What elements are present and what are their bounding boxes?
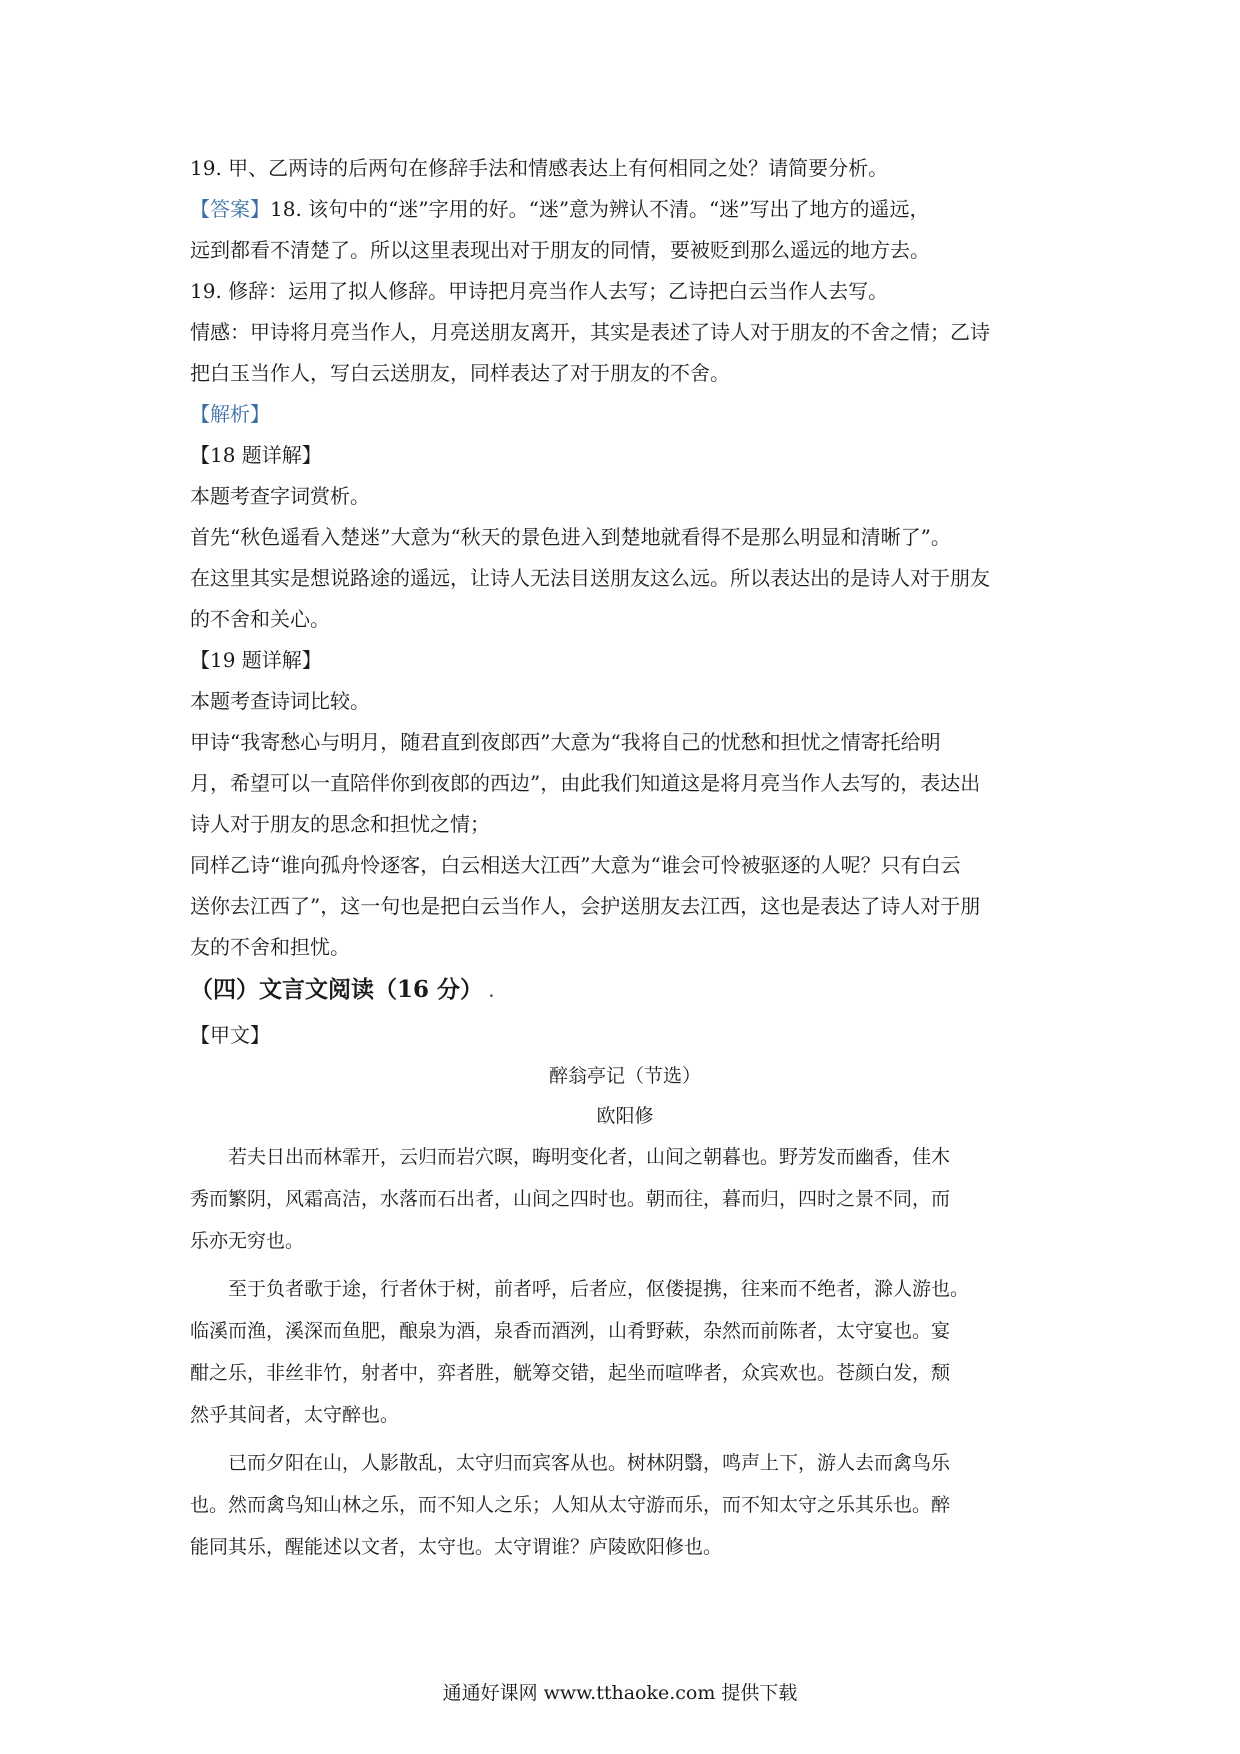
- answer-line-5: 把白玉当作人，写白云送朋友，同样表达了对于朋友的不舍。: [190, 361, 730, 385]
- classical-title: 醉翁亭记（节选）: [548, 1065, 701, 1087]
- detail-19-line-6: 送你去江西了”，这一句也是把白云当作人，会护送朋友去江西，这也是表达了诗人对于朋: [190, 894, 981, 918]
- detail-19-line-3: 月，希望可以一直陪伴你到夜郎的西边”，由此我们知道这是将月亮当作人去写的，表达出: [190, 771, 981, 795]
- jiawen-label: 【甲文】: [190, 1023, 270, 1047]
- para2-line-4: 然乎其间者，太守醉也。: [190, 1404, 400, 1426]
- answer-line-3: 19. 修辞：运用了拟人修辞。甲诗把月亮当作人去写；乙诗把白云当作人去写。: [190, 279, 889, 303]
- detail-19-line-5: 同样乙诗“谁向孤舟怜逐客，白云相送大江西”大意为“谁会可怜被驱逐的人呢？只有白云: [190, 853, 961, 877]
- detail-19-line-7: 友的不舍和担忧。: [190, 935, 350, 959]
- detail-19-line-1: 本题考查诗词比较。: [190, 689, 370, 713]
- answer-tag: 【答案】: [190, 197, 270, 221]
- classical-paragraph-1: [190, 1136, 1060, 1262]
- classical-paragraph-2: [190, 1268, 1060, 1436]
- para3-line-3: 能同其乐，醒能述以文者，太守也。太守谓谁？庐陵欧阳修也。: [190, 1536, 723, 1558]
- detail-18-heading: 【18 题详解】: [190, 443, 322, 467]
- section-heading: [190, 968, 1060, 1015]
- para1-line-2: 秀而繁阴，风霜高洁，水落而石出者，山间之四时也。朝而往，暮而归，四时之景不同，而: [190, 1188, 951, 1210]
- detail-19-line-2: 甲诗“我寄愁心与明月，随君直到夜郎西”大意为“我将自己的忧愁和担忧之情寄托给明: [190, 730, 941, 754]
- answer-line-1: [190, 189, 1060, 230]
- detail-18-line-2: 首先“秋色遥看入楚迷”大意为“秋天的景色进入到楚地就看得不是那么明显和清晰了”。: [190, 525, 951, 549]
- detail-18-line-1: 本题考查字词赏析。: [190, 484, 370, 508]
- answer-line-4: 情感：甲诗将月亮当作人，月亮送朋友离开，其实是表述了诗人对于朋友的不舍之情；乙诗: [190, 320, 990, 344]
- detail-19-line-4: 诗人对于朋友的思念和担忧之情；: [190, 812, 490, 836]
- classical-paragraph-3: [190, 1442, 1060, 1568]
- footer-credit: 通通好课网 www.tthaoke.com 提供下载: [442, 1682, 798, 1704]
- para3-line-2: 也。然而禽鸟知山林之乐，而不知人之乐；人知从太守游而乐，而不知太守之乐其乐也。醉: [190, 1494, 951, 1516]
- detail-18-line-3: 在这里其实是想说路途的遥远，让诗人无法目送朋友这么远。所以表达出的是诗人对于朋友: [190, 566, 990, 590]
- para1-line-3: 乐亦无穷也。: [190, 1230, 305, 1252]
- detail-19-heading: 【19 题详解】: [190, 648, 322, 672]
- detail-18-line-4: 的不舍和关心。: [190, 607, 330, 631]
- question-19: 19. 甲、乙两诗的后两句在修辞手法和情感表达上有何相同之处？请简要分析。: [190, 156, 889, 180]
- heading-dot: .: [489, 985, 494, 1001]
- para1-line-1: 若夫日出而林霏开，云归而岩穴暝，晦明变化者，山间之朝暮也。野芳发而幽香，佳木: [228, 1146, 951, 1168]
- section-heading-text: （四）文言文阅读（16 分）: [190, 976, 484, 1003]
- para3-line-1: 已而夕阳在山，人影散乱，太守归而宾客从也。树林阴翳，鸣声上下，游人去而禽鸟乐: [228, 1452, 951, 1474]
- analysis-tag: 【解析】: [190, 402, 270, 426]
- para2-line-3: 酣之乐，非丝非竹，射者中，弈者胜，觥筹交错，起坐而喧哗者，众宾欢也。苍颜白发，颓: [190, 1362, 951, 1384]
- para2-line-1: 至于负者歌于途，行者休于树，前者呼，后者应，伛偻提携，往来而不绝者，滁人游也。: [228, 1278, 970, 1300]
- para2-line-2: 临溪而渔，溪深而鱼肥，酿泉为酒，泉香而酒洌，山肴野蔌，杂然而前陈者，太守宴也。宴: [190, 1320, 951, 1342]
- answer-line-2: 远到都看不清楚了。所以这里表现出对于朋友的同情，要被贬到那么遥远的地方去。: [190, 238, 930, 262]
- answer-text-1: 18. 该句中的“迷”字用的好。“迷”意为辨认不清。“迷”写出了地方的遥远，: [270, 197, 930, 221]
- classical-author: 欧阳修: [596, 1105, 654, 1127]
- document-body: [190, 148, 1060, 1568]
